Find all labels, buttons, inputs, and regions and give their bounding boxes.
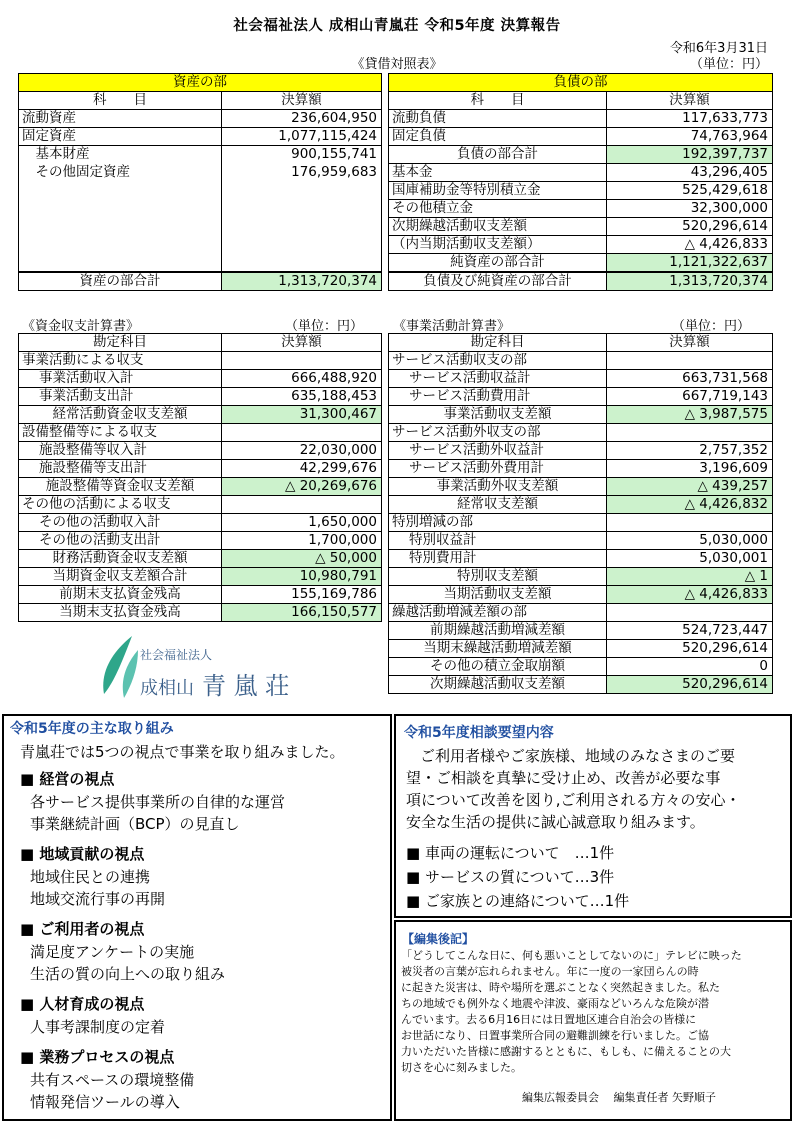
request-item: ■ ご家族との連絡について…1件: [406, 892, 630, 910]
logo-line2a: 成相山: [140, 678, 194, 699]
table-row: 事業活動収支差額 △ 3,987,575: [389, 406, 773, 424]
initiative-item: 人事考課制度の定着: [30, 1018, 166, 1036]
table-row: 事業活動による収支: [19, 352, 382, 370]
initiative-section-title: ■ 人材育成の視点: [20, 995, 145, 1013]
col-item: 科 目: [389, 92, 607, 110]
table-row: その他の積立金取崩額 0: [389, 658, 773, 676]
assets-section-header: 資産の部: [19, 74, 382, 92]
table-row: 国庫補助金等特別積立金 525,429,618: [389, 182, 773, 200]
logo-line1: 社会福祉法人: [140, 648, 213, 662]
table-row: 固定負債 74,763,964: [389, 128, 773, 146]
activity-caption: 《事業活動計算書》: [393, 319, 511, 334]
table-row: 施設整備等支出計 42,299,676: [19, 460, 382, 478]
table-row: 次期繰越活動収支差額 520,296,614: [389, 676, 773, 694]
initiative-item: 地域交流行事の再開: [30, 890, 166, 908]
col-amount: 決算額: [607, 92, 773, 110]
table-row: 特別増減の部: [389, 514, 773, 532]
table-row-empty: [19, 182, 382, 272]
table-row: サービス活動外収支の部: [389, 424, 773, 442]
postscript-body: 「どうしてこんな日に、何も悪いことしてないのに」テレビに映った 被災者の言葉が忘れられません。年に一度の一家団らんの時 に起きた災害は、時や場所を選ぶことなく突然起きました。私た ちの地域でも例外なく地震や津波、豪雨などいろんな危険が潜 んでいます。去る6月16日には日置地区連合自治会の皆様に お世話になり、日置事業所合同の避難訓練を行いました。ご協 力いただいた皆様に感謝するとともに、もしも、に備えることの大 切さを心に刻みました。: [401, 949, 742, 1074]
initiative-item: 情報発信ツールの導入: [30, 1093, 180, 1111]
table-row: 前期繰越活動増減差額 524,723,447: [389, 622, 773, 640]
report-date: 令和6年3月31日: [669, 41, 768, 56]
table-row: 当期末繰越活動増減差額 520,296,614: [389, 640, 773, 658]
table-row: サービス活動費用計 667,719,143: [389, 388, 773, 406]
table-row: 前期末支払資金残高 155,169,786: [19, 586, 382, 604]
initiative-section-title: ■ 地域貢献の視点: [20, 845, 145, 863]
col-item: 勘定科目: [19, 334, 222, 352]
table-row: （内当期活動収支差額） △ 4,426,833: [389, 236, 773, 254]
table-row: サービス活動外費用計 3,196,609: [389, 460, 773, 478]
table-row: その他の活動収入計 1,650,000: [19, 514, 382, 532]
initiative-section-title: ■ ご利用者の視点: [20, 920, 145, 938]
cash-flow-table: [18, 333, 382, 622]
postscript-box: [394, 920, 792, 1121]
requests-heading: 令和5年度相談要望内容: [404, 725, 554, 741]
request-item: ■ サービスの質について…3件: [406, 868, 615, 886]
table-row: 特別収益計 5,030,000: [389, 532, 773, 550]
initiative-item: 生活の質の向上への取り組み: [30, 965, 226, 983]
table-row: 事業活動外収支差額 △ 439,257: [389, 478, 773, 496]
table-row: 当期末支払資金残高 166,150,577: [19, 604, 382, 622]
organization-logo: [92, 632, 332, 702]
initiatives-heading: 令和5年度の主な取り組み: [10, 721, 174, 737]
initiative-item: 満足度アンケートの実施: [30, 943, 195, 961]
table-row: 基本金 43,296,405: [389, 164, 773, 182]
table-row: 特別費用計 5,030,001: [389, 550, 773, 568]
table-row: 施設整備等資金収支差額 △ 20,269,676: [19, 478, 382, 496]
requests-body: ご利用者様やご家族様、地域のみなさまのご要 望・ご相談を真摯に受け止め、改善が必要な事 項について改善を図り,ご利用される方々の安心・ 安全な生活の提供に誠心誠意取り組みます。: [406, 747, 741, 831]
table-row: 経常活動資金収支差額 31,300,467: [19, 406, 382, 424]
table-row: 事業活動収入計 666,488,920: [19, 370, 382, 388]
initiative-item: 各サービス提供事業所の自律的な運営: [30, 793, 286, 811]
liabilities-section-header: 負債の部: [389, 74, 773, 92]
initiatives-box: [2, 714, 392, 1121]
table-row: その他固定資産 176,959,683: [19, 164, 382, 182]
initiative-item: 事業継続計画（BCP）の見直し: [30, 815, 240, 833]
table-row: 基本財産 900,155,741: [19, 146, 382, 164]
requests-box: [394, 714, 792, 918]
table-row: 流動資産 236,604,950: [19, 110, 382, 128]
page-title: 社会福祉法人 成相山青嵐荘 令和5年度 決算報告: [233, 18, 561, 34]
request-item: ■ 車両の運転について …1件: [406, 844, 615, 862]
col-amount: 決算額: [222, 92, 382, 110]
postscript-signature: 編集広報委員会 編集責任者 矢野順子: [522, 1091, 716, 1104]
table-row: その他積立金 32,300,000: [389, 200, 773, 218]
table-row: 流動負債 117,633,773: [389, 110, 773, 128]
liabilities-total-row: 負債及び純資産の部合計 1,313,720,374: [389, 272, 773, 291]
table-row: その他の活動支出計 1,700,000: [19, 532, 382, 550]
logo-line2b: 青 嵐 荘: [202, 672, 290, 700]
table-row: 事業活動支出計 635,188,453: [19, 388, 382, 406]
table-row: 財務活動資金収支差額 △ 50,000: [19, 550, 382, 568]
assets-total-row: 資産の部合計 1,313,720,374: [19, 272, 382, 291]
table-row: 当期資金収支差額合計 10,980,791: [19, 568, 382, 586]
initiative-section-title: ■ 業務プロセスの視点: [20, 1048, 175, 1066]
table-row: 特別収支差額 △ 1: [389, 568, 773, 586]
col-amount: 決算額: [222, 334, 382, 352]
postscript-heading: 【編集後記】: [402, 932, 475, 946]
initiatives-intro: 青嵐荘では5つの視点で事業を取り組みました。: [20, 743, 345, 761]
initiative-section-title: ■ 経営の視点: [20, 770, 115, 788]
activity-unit: （単位：円）: [672, 319, 751, 334]
table-row: サービス活動収益計 663,731,568: [389, 370, 773, 388]
table-row: 繰越活動増減差額の部: [389, 604, 773, 622]
table-row: サービス活動収支の部: [389, 352, 773, 370]
col-item: 勘定科目: [389, 334, 607, 352]
balance-sheet-caption: 《貸借対照表》: [351, 57, 443, 72]
table-row: 当期活動収支差額 △ 4,426,833: [389, 586, 773, 604]
table-row: 施設整備等収入計 22,030,000: [19, 442, 382, 460]
table-row: サービス活動外収益計 2,757,352: [389, 442, 773, 460]
initiative-item: 共有スペースの環境整備: [30, 1071, 195, 1089]
table-row: 固定資産 1,077,115,424: [19, 128, 382, 146]
unit-label: （単位：円）: [689, 57, 768, 72]
cash-flow-caption: 《資金収支計算書》: [22, 319, 140, 334]
assets-table: [18, 73, 382, 291]
table-row: その他の活動による収支: [19, 496, 382, 514]
col-item: 科 目: [19, 92, 222, 110]
cash-flow-unit: （単位：円）: [285, 319, 364, 334]
initiative-item: 地域住民との連携: [30, 868, 151, 886]
col-amount: 決算額: [607, 334, 773, 352]
net-assets-total-row: 純資産の部合計 1,121,322,637: [389, 254, 773, 273]
liabilities-subtotal-row: 負債の部合計 192,397,737: [389, 146, 773, 164]
table-row: 経常収支差額 △ 4,426,832: [389, 496, 773, 514]
table-row: 設備整備等による収支: [19, 424, 382, 442]
liabilities-table: [388, 73, 773, 291]
activity-table: [388, 333, 773, 694]
table-row: 次期繰越活動収支差額 520,296,614: [389, 218, 773, 236]
